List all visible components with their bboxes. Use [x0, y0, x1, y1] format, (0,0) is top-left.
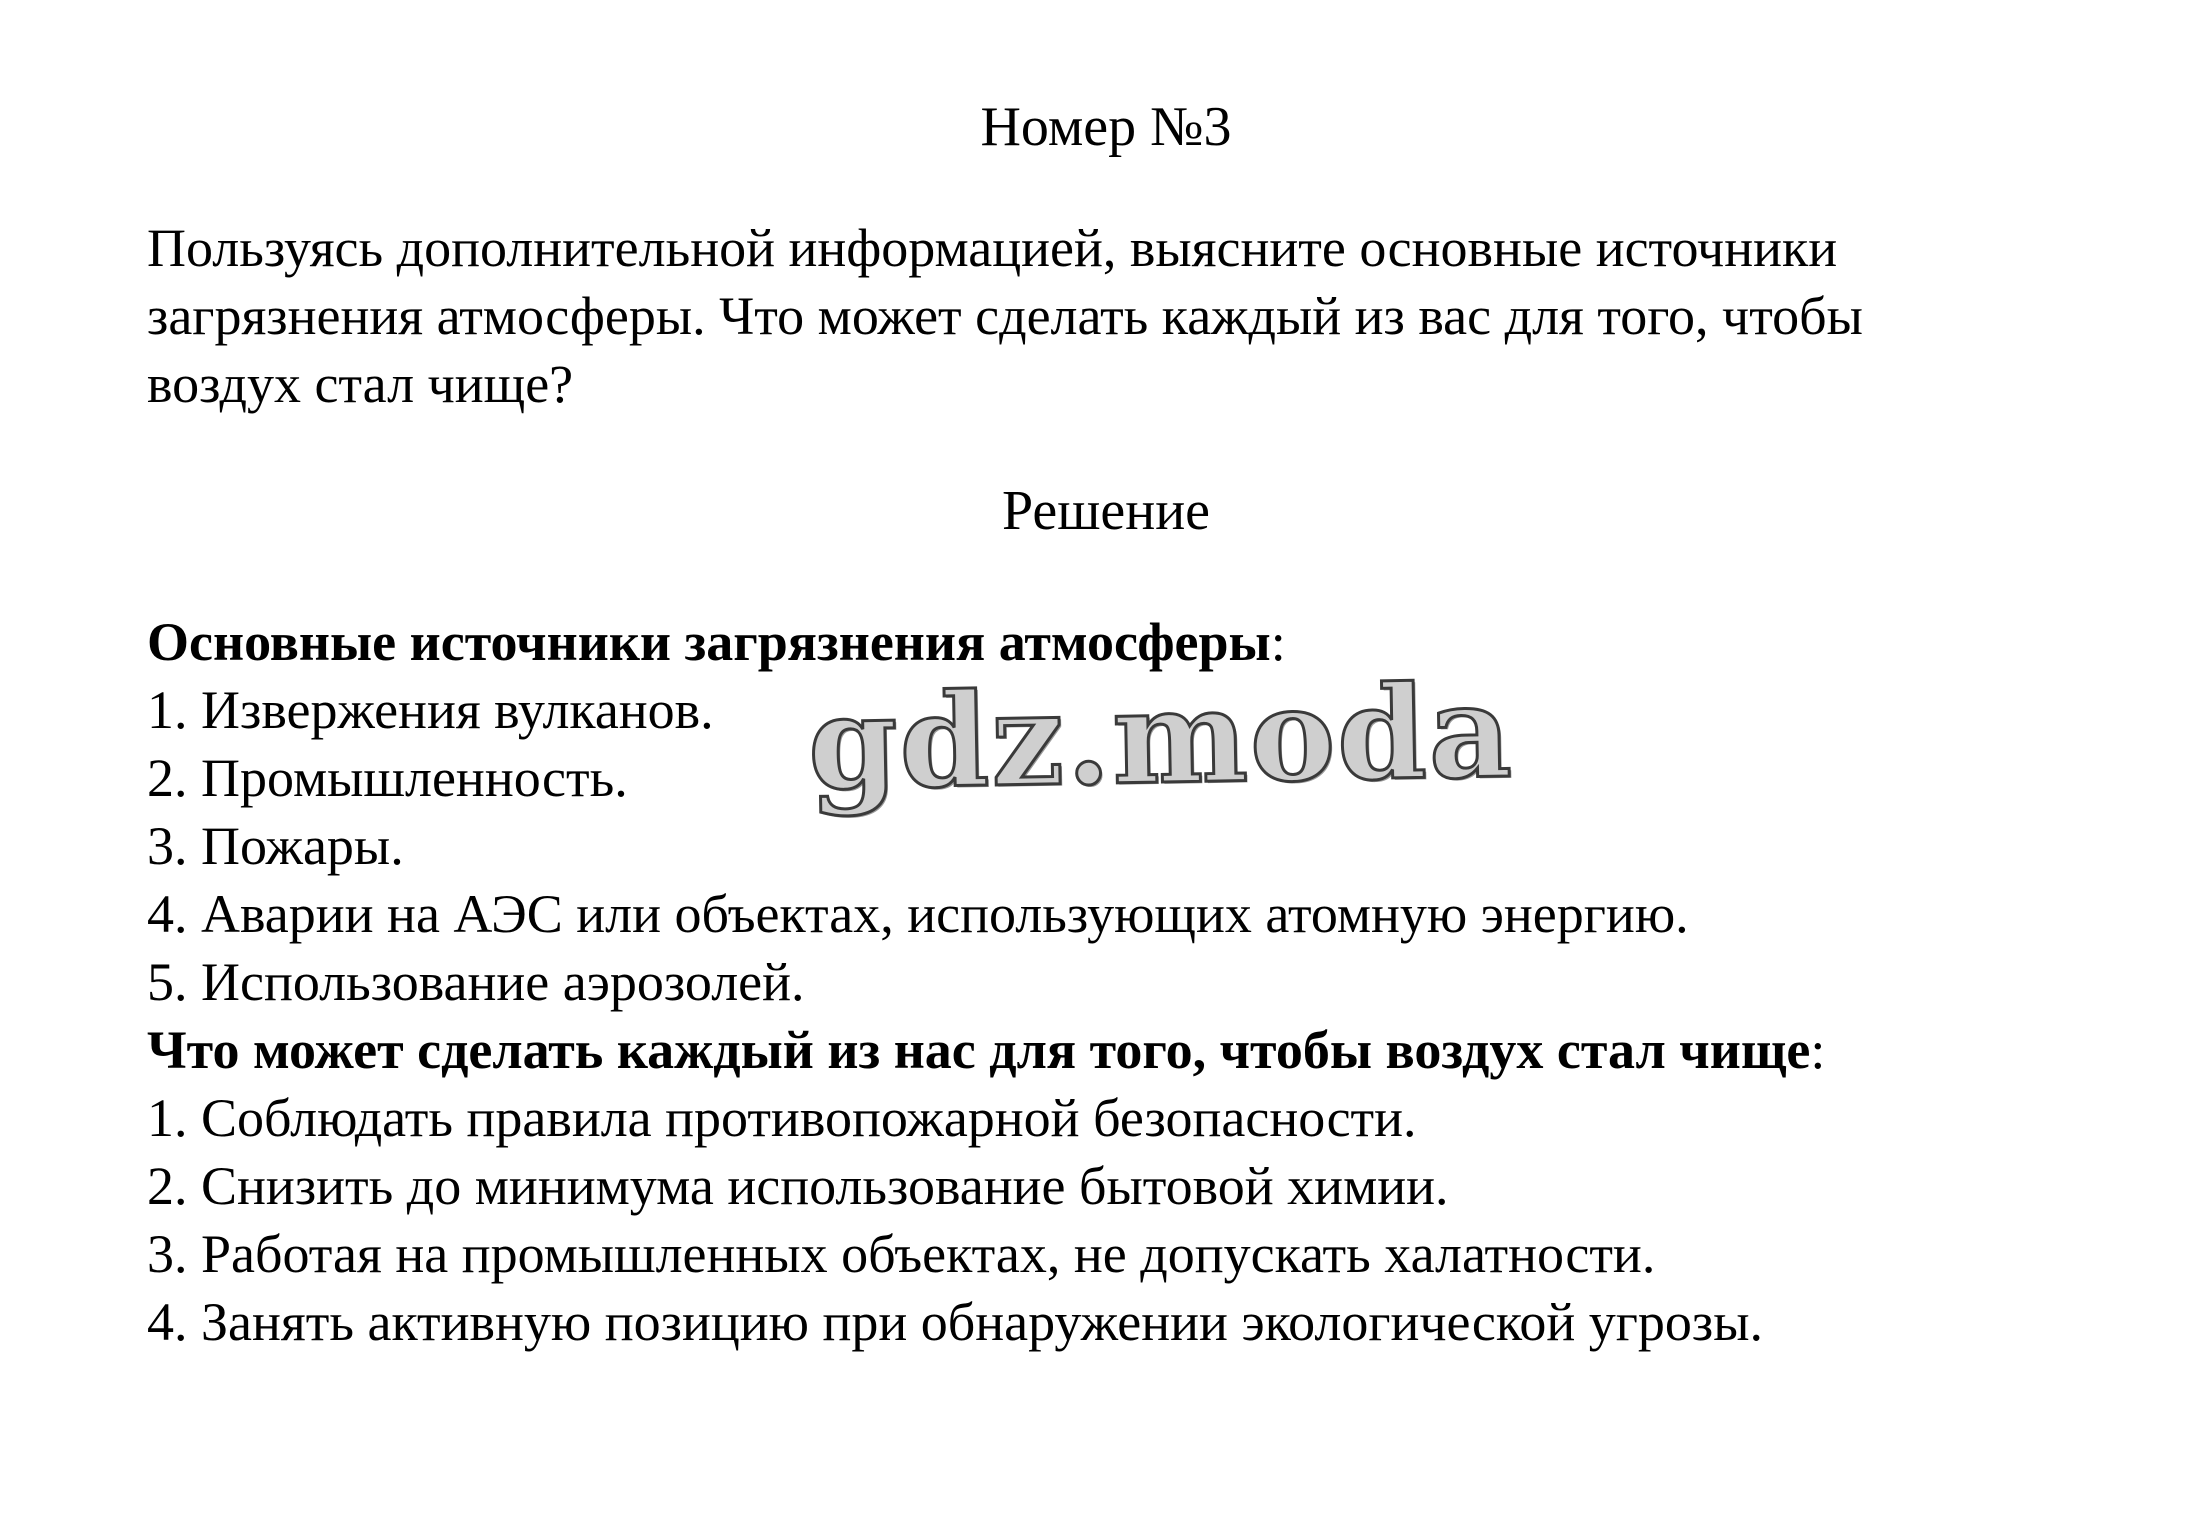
list-item: 4. Аварии на АЭС или объектах, использующих атомную энергию. — [147, 884, 1689, 944]
list-item: 1. Извержения вулканов. — [147, 680, 714, 740]
page-title: Номер №3 — [980, 96, 1232, 158]
list-item: 4. Занять активную позицию при обнаружении экологической угрозы. — [147, 1292, 1763, 1352]
actions-heading: Что может сделать каждый из нас для того, чтобы воздух стал чище — [147, 1020, 1811, 1080]
task-line: воздух стал чище? — [147, 354, 574, 414]
list-item: 2. Промышленность. — [147, 748, 628, 808]
task-text — [147, 214, 2127, 418]
actions-heading-colon: : — [1810, 1020, 1826, 1080]
task-line: Пользуясь дополнительной информацией, выясните основные источники — [147, 218, 1838, 278]
sources-heading: Основные источники загрязнения атмосферы — [147, 612, 1271, 672]
list-item: 5. Использование аэрозолей. — [147, 952, 805, 1012]
list-item: 3. Пожары. — [147, 816, 404, 876]
list-item: 3. Работая на промышленных объектах, не допускать халатности. — [147, 1224, 1656, 1284]
task-line: загрязнения атмосферы. Что может сделать каждый из вас для того, чтобы — [147, 286, 1863, 346]
solution-heading: Решение — [1001, 480, 1211, 542]
list-item: 1. Соблюдать правила противопожарной безопасности. — [147, 1088, 1417, 1148]
sources-heading-colon: : — [1270, 612, 1286, 672]
list-item: 2. Снизить до минимума использование бытовой химии. — [147, 1156, 1449, 1216]
actions-heading-row — [147, 1016, 2127, 1084]
watermark-logo: gdz.moda — [806, 656, 1515, 820]
